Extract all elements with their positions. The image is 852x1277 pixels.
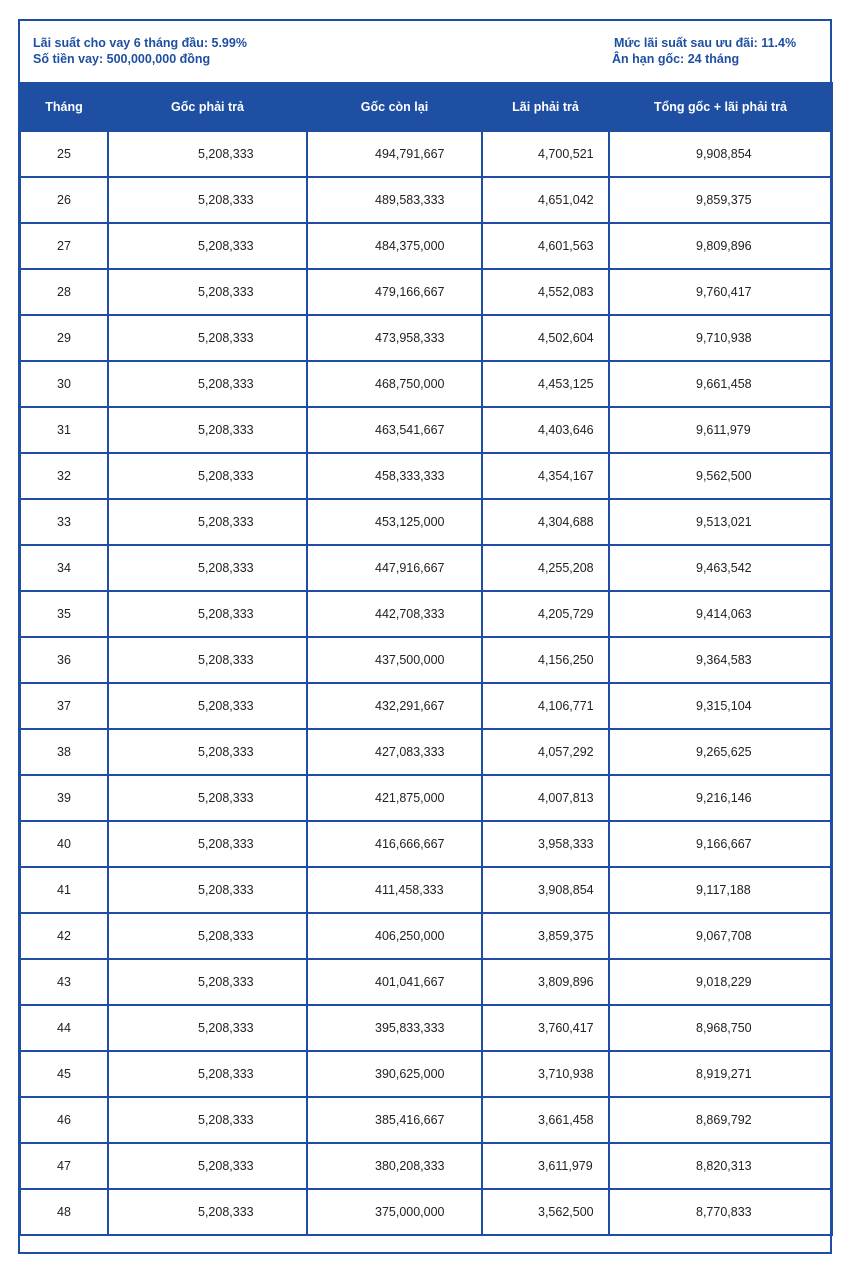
interest-due-cell: 4,354,167 xyxy=(482,453,609,499)
total-due-cell: 8,968,750 xyxy=(609,1005,832,1051)
table-header-row xyxy=(20,83,832,131)
principal-due-cell: 5,208,333 xyxy=(108,867,307,913)
month-cell: 47 xyxy=(20,1143,108,1189)
table-row xyxy=(20,269,832,315)
principal-due-cell: 5,208,333 xyxy=(108,407,307,453)
month-cell: 29 xyxy=(20,315,108,361)
principal-remaining-cell: 468,750,000 xyxy=(307,361,482,407)
repayment-table xyxy=(19,82,833,1236)
month-cell: 34 xyxy=(20,545,108,591)
total-due-cell: 8,869,792 xyxy=(609,1097,832,1143)
total-due-cell: 9,067,708 xyxy=(609,913,832,959)
month-cell: 31 xyxy=(20,407,108,453)
table-row xyxy=(20,637,832,683)
interest-due-cell: 4,552,083 xyxy=(482,269,609,315)
total-due-cell: 9,414,063 xyxy=(609,591,832,637)
total-due-cell: 9,908,854 xyxy=(609,131,832,177)
month-cell: 33 xyxy=(20,499,108,545)
table-row xyxy=(20,361,832,407)
loan-schedule-panel xyxy=(18,19,832,1254)
month-cell: 44 xyxy=(20,1005,108,1051)
principal-due-cell: 5,208,333 xyxy=(108,775,307,821)
principal-remaining-cell: 385,416,667 xyxy=(307,1097,482,1143)
total-due-cell: 9,611,979 xyxy=(609,407,832,453)
table-row xyxy=(20,1189,832,1235)
table-row xyxy=(20,177,832,223)
principal-remaining-cell: 473,958,333 xyxy=(307,315,482,361)
col-header-total-due: Tổng gốc + lãi phải trả xyxy=(609,83,832,131)
principal-remaining-cell: 453,125,000 xyxy=(307,499,482,545)
interest-due-cell: 4,453,125 xyxy=(482,361,609,407)
table-row xyxy=(20,821,832,867)
total-due-cell: 9,018,229 xyxy=(609,959,832,1005)
interest-due-cell: 3,710,938 xyxy=(482,1051,609,1097)
principal-remaining-cell: 463,541,667 xyxy=(307,407,482,453)
principal-remaining-cell: 395,833,333 xyxy=(307,1005,482,1051)
month-cell: 48 xyxy=(20,1189,108,1235)
principal-due-cell: 5,208,333 xyxy=(108,959,307,1005)
table-row xyxy=(20,867,832,913)
interest-due-cell: 3,661,458 xyxy=(482,1097,609,1143)
principal-remaining-cell: 458,333,333 xyxy=(307,453,482,499)
principal-due-cell: 5,208,333 xyxy=(108,315,307,361)
month-cell: 27 xyxy=(20,223,108,269)
month-cell: 26 xyxy=(20,177,108,223)
principal-remaining-cell: 479,166,667 xyxy=(307,269,482,315)
month-cell: 32 xyxy=(20,453,108,499)
principal-due-cell: 5,208,333 xyxy=(108,545,307,591)
table-row xyxy=(20,591,832,637)
principal-remaining-cell: 375,000,000 xyxy=(307,1189,482,1235)
month-cell: 35 xyxy=(20,591,108,637)
table-row xyxy=(20,1005,832,1051)
interest-due-cell: 3,958,333 xyxy=(482,821,609,867)
total-due-cell: 9,166,667 xyxy=(609,821,832,867)
interest-due-cell: 4,255,208 xyxy=(482,545,609,591)
loan-info-header xyxy=(20,21,830,82)
principal-due-cell: 5,208,333 xyxy=(108,591,307,637)
col-header-interest-due: Lãi phải trả xyxy=(482,83,609,131)
interest-due-cell: 4,304,688 xyxy=(482,499,609,545)
table-row xyxy=(20,913,832,959)
principal-due-cell: 5,208,333 xyxy=(108,269,307,315)
principal-due-cell: 5,208,333 xyxy=(108,1005,307,1051)
total-due-cell: 9,463,542 xyxy=(609,545,832,591)
month-cell: 28 xyxy=(20,269,108,315)
table-row xyxy=(20,407,832,453)
month-cell: 25 xyxy=(20,131,108,177)
interest-due-cell: 4,601,563 xyxy=(482,223,609,269)
principal-due-cell: 5,208,333 xyxy=(108,1189,307,1235)
principal-due-cell: 5,208,333 xyxy=(108,683,307,729)
interest-due-cell: 4,700,521 xyxy=(482,131,609,177)
principal-due-cell: 5,208,333 xyxy=(108,637,307,683)
loan-amount-text: Số tiền vay: 500,000,000 đồng xyxy=(33,52,211,66)
total-due-cell: 8,919,271 xyxy=(609,1051,832,1097)
total-due-cell: 9,265,625 xyxy=(609,729,832,775)
interest-due-cell: 4,502,604 xyxy=(482,315,609,361)
month-cell: 40 xyxy=(20,821,108,867)
interest-due-cell: 4,057,292 xyxy=(482,729,609,775)
month-cell: 42 xyxy=(20,913,108,959)
table-row xyxy=(20,683,832,729)
month-cell: 37 xyxy=(20,683,108,729)
principal-due-cell: 5,208,333 xyxy=(108,1097,307,1143)
principal-remaining-cell: 432,291,667 xyxy=(307,683,482,729)
month-cell: 38 xyxy=(20,729,108,775)
principal-remaining-cell: 442,708,333 xyxy=(307,591,482,637)
total-due-cell: 9,760,417 xyxy=(609,269,832,315)
table-row xyxy=(20,315,832,361)
principal-remaining-cell: 427,083,333 xyxy=(307,729,482,775)
principal-due-cell: 5,208,333 xyxy=(108,131,307,177)
principal-due-cell: 5,208,333 xyxy=(108,223,307,269)
principal-remaining-cell: 494,791,667 xyxy=(307,131,482,177)
interest-due-cell: 3,562,500 xyxy=(482,1189,609,1235)
interest-due-cell: 3,760,417 xyxy=(482,1005,609,1051)
principal-due-cell: 5,208,333 xyxy=(108,913,307,959)
principal-due-cell: 5,208,333 xyxy=(108,453,307,499)
interest-due-cell: 4,106,771 xyxy=(482,683,609,729)
total-due-cell: 8,770,833 xyxy=(609,1189,832,1235)
total-due-cell: 8,820,313 xyxy=(609,1143,832,1189)
principal-due-cell: 5,208,333 xyxy=(108,177,307,223)
principal-due-cell: 5,208,333 xyxy=(108,729,307,775)
principal-due-cell: 5,208,333 xyxy=(108,499,307,545)
interest-due-cell: 4,403,646 xyxy=(482,407,609,453)
interest-due-cell: 4,156,250 xyxy=(482,637,609,683)
principal-remaining-cell: 390,625,000 xyxy=(307,1051,482,1097)
principal-remaining-cell: 421,875,000 xyxy=(307,775,482,821)
interest-due-cell: 4,205,729 xyxy=(482,591,609,637)
interest-due-cell: 3,859,375 xyxy=(482,913,609,959)
month-cell: 46 xyxy=(20,1097,108,1143)
principal-remaining-cell: 489,583,333 xyxy=(307,177,482,223)
principal-due-cell: 5,208,333 xyxy=(108,821,307,867)
principal-due-cell: 5,208,333 xyxy=(108,1051,307,1097)
table-row xyxy=(20,1143,832,1189)
table-row xyxy=(20,545,832,591)
total-due-cell: 9,661,458 xyxy=(609,361,832,407)
col-header-month: Tháng xyxy=(20,83,108,131)
principal-remaining-cell: 401,041,667 xyxy=(307,959,482,1005)
principal-remaining-cell: 484,375,000 xyxy=(307,223,482,269)
month-cell: 41 xyxy=(20,867,108,913)
table-row xyxy=(20,223,832,269)
month-cell: 30 xyxy=(20,361,108,407)
total-due-cell: 9,364,583 xyxy=(609,637,832,683)
interest-due-cell: 3,611,979 xyxy=(482,1143,609,1189)
principal-remaining-cell: 411,458,333 xyxy=(307,867,482,913)
total-due-cell: 9,809,896 xyxy=(609,223,832,269)
principal-remaining-cell: 380,208,333 xyxy=(307,1143,482,1189)
principal-remaining-cell: 406,250,000 xyxy=(307,913,482,959)
principal-grace-text: Ân hạn gốc: 24 tháng xyxy=(612,52,740,66)
post-promo-rate-text: Mức lãi suất sau ưu đãi: 11.4% xyxy=(614,36,797,50)
total-due-cell: 9,216,146 xyxy=(609,775,832,821)
month-cell: 36 xyxy=(20,637,108,683)
col-header-principal-remaining: Gốc còn lại xyxy=(307,83,482,131)
principal-due-cell: 5,208,333 xyxy=(108,361,307,407)
table-row xyxy=(20,1051,832,1097)
principal-due-cell: 5,208,333 xyxy=(108,1143,307,1189)
table-row xyxy=(20,775,832,821)
table-row xyxy=(20,499,832,545)
interest-due-cell: 3,908,854 xyxy=(482,867,609,913)
total-due-cell: 9,562,500 xyxy=(609,453,832,499)
col-header-principal-due: Gốc phải trả xyxy=(108,83,307,131)
interest-due-cell: 3,809,896 xyxy=(482,959,609,1005)
month-cell: 39 xyxy=(20,775,108,821)
total-due-cell: 9,117,188 xyxy=(609,867,832,913)
principal-remaining-cell: 416,666,667 xyxy=(307,821,482,867)
total-due-cell: 9,859,375 xyxy=(609,177,832,223)
interest-due-cell: 4,651,042 xyxy=(482,177,609,223)
interest-due-cell: 4,007,813 xyxy=(482,775,609,821)
principal-remaining-cell: 447,916,667 xyxy=(307,545,482,591)
total-due-cell: 9,315,104 xyxy=(609,683,832,729)
total-due-cell: 9,513,021 xyxy=(609,499,832,545)
total-due-cell: 9,710,938 xyxy=(609,315,832,361)
principal-remaining-cell: 437,500,000 xyxy=(307,637,482,683)
month-cell: 43 xyxy=(20,959,108,1005)
table-row xyxy=(20,1097,832,1143)
initial-rate-text: Lãi suất cho vay 6 tháng đầu: 5.99% xyxy=(33,36,247,50)
table-row xyxy=(20,729,832,775)
month-cell: 45 xyxy=(20,1051,108,1097)
table-row xyxy=(20,131,832,177)
table-row xyxy=(20,959,832,1005)
table-row xyxy=(20,453,832,499)
